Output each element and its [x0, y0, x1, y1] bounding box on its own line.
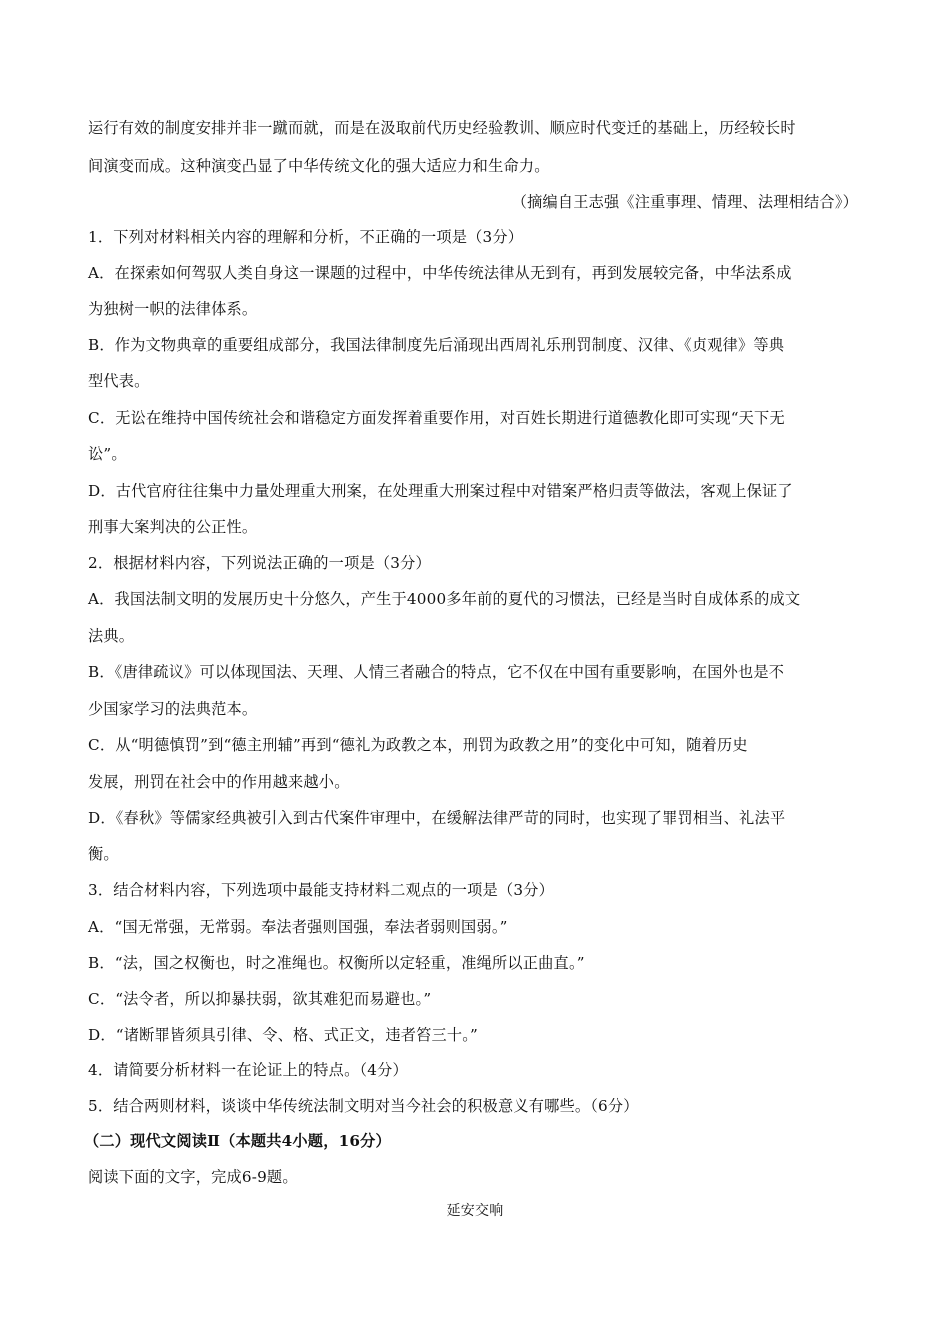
q2-option-c-line-2: 发展，刑罚在社会中的作用越来越小。: [88, 773, 350, 791]
q2-option-b-line-1: B．《唐律疏议》可以体现国法、天理、人情三者融合的特点，它不仅在中国有重要影响，在国外也是不: [88, 663, 785, 681]
q3-option-d: D．“诸断罪皆须具引律、令、格、式正文，违者笞三十。”: [88, 1026, 479, 1044]
intro-line-2: 间演变而成。这种演变凸显了中华传统文化的强大适应力和生命力。: [88, 157, 550, 175]
question-1-stem: 1．下列对材料相关内容的理解和分析，不正确的一项是（3分）: [88, 228, 524, 246]
q1-option-c-line-1: C．无讼在维持中国传统社会和谐稳定方面发挥着重要作用，对百姓长期进行道德教化即可实现“天下无: [88, 409, 785, 427]
q2-option-a-line-1: A．我国法制文明的发展历史十分悠久，产生于4000多年前的夏代的习惯法，已经是当时自成体系的成文: [88, 590, 801, 608]
intro-line-1: 运行有效的制度安排并非一蹴而就，而是在汲取前代历史经验教训、顺应时代变迁的基础上，历经较长时: [88, 119, 796, 137]
q1-option-d-line-2: 刑事大案判决的公正性。: [88, 518, 258, 536]
question-2-stem: 2．根据材料内容，下列说法正确的一项是（3分）: [88, 554, 431, 572]
q3-option-c: C．“法令者，所以抑暴扶弱，欲其难犯而易避也。”: [88, 990, 432, 1008]
section-2-heading: （二）现代文阅读Ⅱ（本题共4小题，16分）: [84, 1132, 391, 1150]
q1-option-b-line-1: B．作为文物典章的重要组成部分，我国法律制度先后涌现出西周礼乐刑罚制度、汉律、《贞观律》等典: [88, 336, 785, 354]
q2-option-d-line-2: 衡。: [88, 845, 119, 863]
q2-option-c-line-1: C．从“明德慎罚”到“德主刑辅”再到“德礼为政教之本，刑罚为政教之用”的变化中可知，随着历史: [88, 736, 748, 754]
q3-option-a: A．“国无常强，无常弱。奉法者强则国强，奉法者弱则国弱。”: [88, 918, 508, 936]
q2-option-b-line-2: 少国家学习的法典范本。: [88, 700, 258, 718]
q1-option-b-line-2: 型代表。: [88, 372, 150, 390]
q1-option-a-line-2: 为独树一帜的法律体系。: [88, 300, 258, 318]
q2-option-a-line-2: 法典。: [88, 627, 135, 645]
q2-option-d-line-1: D．《春秋》等儒家经典被引入到古代案件审理中，在缓解法律严苛的同时，也实现了罪罚相当、礼法平: [88, 809, 786, 827]
passage-title: 延安交响: [446, 1203, 504, 1219]
question-3-stem: 3．结合材料内容，下列选项中最能支持材料二观点的一项是（3分）: [88, 881, 554, 899]
q3-option-b: B．“法，国之权衡也，时之准绳也。权衡所以定轻重，准绳所以正曲直。”: [88, 954, 585, 972]
q1-option-d-line-1: D．古代官府往往集中力量处理重大刑案，在处理重大刑案过程中对错案严格归责等做法，客观上保证了: [88, 482, 793, 500]
q1-option-a-line-1: A．在探索如何驾驭人类自身这一课题的过程中，中华传统法律从无到有，再到发展较完备，中华法系成: [88, 264, 792, 282]
question-4: 4．请简要分析材料一在论证上的特点。（4分）: [88, 1061, 408, 1079]
q1-option-c-line-2: 讼”。: [88, 445, 127, 463]
section-2-instruction: 阅读下面的文字，完成6-9题。: [88, 1168, 298, 1186]
source-citation: （摘编自王志强《注重事理、情理、法理相结合》）: [511, 193, 858, 211]
question-5: 5．结合两则材料，谈谈中华传统法制文明对当今社会的积极意义有哪些。（6分）: [88, 1097, 639, 1115]
